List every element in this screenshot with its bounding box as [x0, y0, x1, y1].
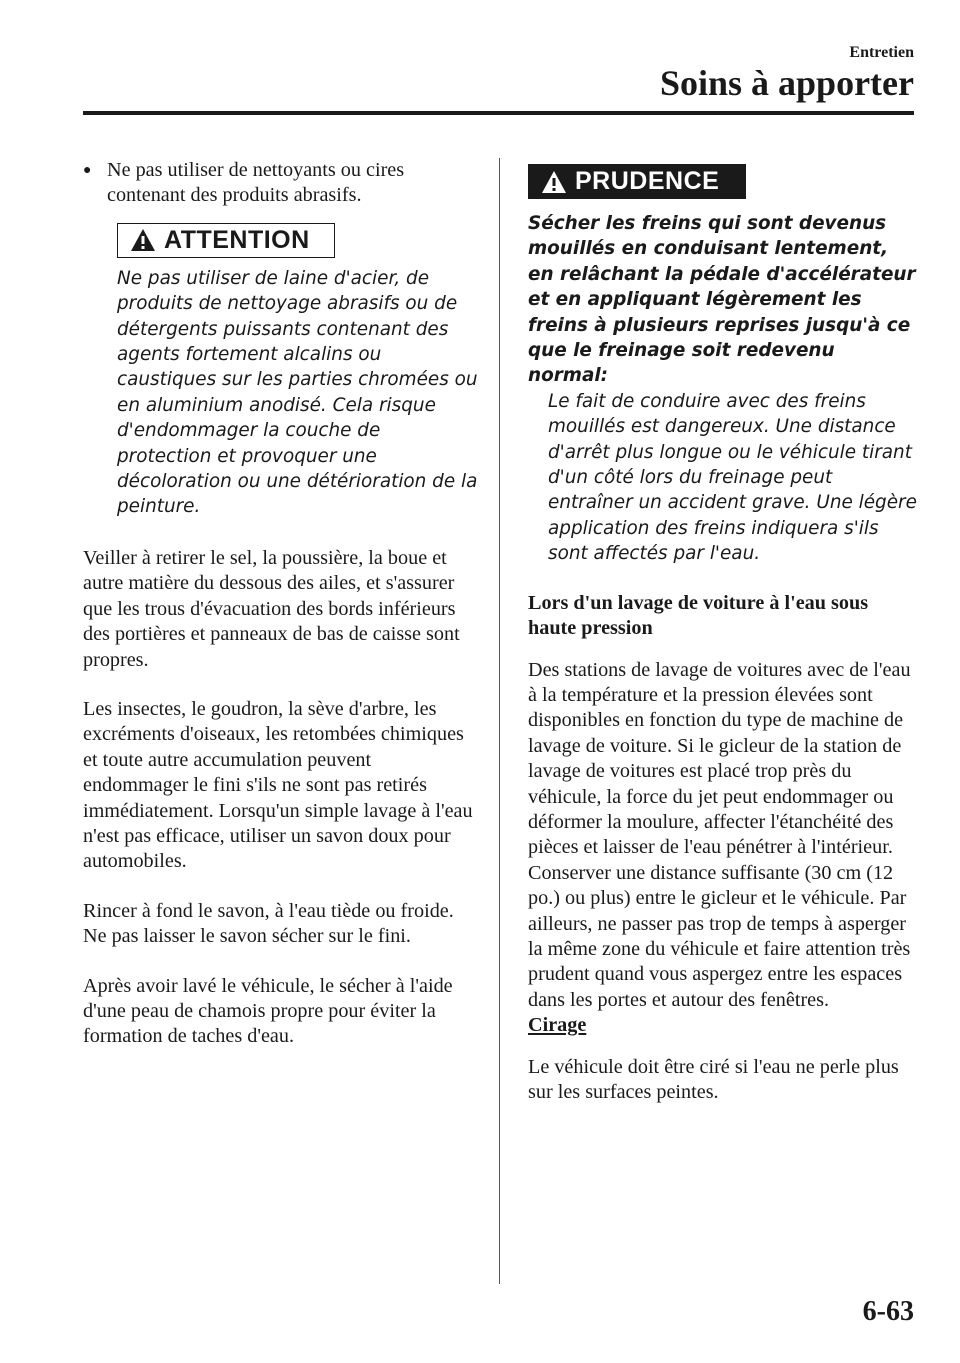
cirage-heading: Cirage: [528, 1014, 587, 1037]
header-section-label: Entretien: [849, 44, 914, 61]
warning-triangle-icon: [541, 170, 567, 194]
attention-label: ATTENTION: [164, 225, 310, 254]
paragraph-contaminants: Les insectes, le goudron, la sève d'arbre, les excréments d'oiseaux, les retombées chimiques et toute autre accumulation peuvent endommager le fini s'ils ne sont pas retirés immédiatement. Lorsqu'un simple lavage à l'eau n'est pas efficace, utiliser un savon doux pour automobiles.: [83, 697, 473, 873]
prudence-box: [528, 164, 746, 199]
bullet-dot-icon: ●: [83, 163, 92, 178]
attention-box: [117, 223, 335, 258]
warning-triangle-icon: [130, 228, 156, 252]
paragraph-cleaning-underbody: Veiller à retirer le sel, la poussière, la boue et autre matière du dessous des ailes, et s'assurer que les trous d'évacuation des bords inférieurs des portières et panneaux de bas de caisse sont propres.: [83, 546, 460, 671]
prudence-body: Le fait de conduire avec des freins mouillés est dangereux. Une distance d'arrêt plus longue ou le véhicule tirant d'un côté lors du freinage peut entraîner un accident grave. Une légère application des freins indiquera s'ils sont affectés par l'eau.: [548, 390, 917, 565]
paragraph-high-pressure: Des stations de lavage de voitures avec de l'eau à la température et la pression élevées sont disponibles en fonction du type de machine de lavage de voiture. Si le gicleur de la station de lavage de voitures est placé trop près du véhicule, la force du jet peut endommager ou déformer la moulure, affecter l'étanchéité des pièces et laisser de l'eau pénétrer à l'intérieur. Conserver une distance suffisante (30 cm (12 po.) ou plus) entre le gicleur et le véhicule. Par ailleurs, ne passer pas trop de temps à asperger la même zone du véhicule et faire attention très prudent quand vous aspergez entre les espaces dans les portes et autour des fenêtres.: [528, 658, 911, 1011]
right-column: [528, 158, 918, 1105]
left-column: [83, 158, 478, 1050]
bullet-item: [83, 158, 478, 209]
high-pressure-heading: Lors d'un lavage de voiture à l'eau sous haute pression: [528, 591, 869, 640]
paragraph-rinse: Rincer à fond le savon, à l'eau tiède ou froide. Ne pas laisser le savon sécher sur le fini.: [83, 899, 454, 948]
column-divider: [499, 158, 500, 1284]
paragraph-waxing: Le véhicule doit être ciré si l'eau ne perle plus sur les surfaces peintes.: [528, 1055, 899, 1103]
bullet-text: Ne pas utiliser de nettoyants ou cires contenant des produits abrasifs.: [107, 159, 405, 207]
page-title: Soins à apporter: [659, 63, 914, 103]
page-number: 6-63: [862, 1296, 914, 1327]
header-rule: [83, 111, 914, 115]
prudence-lead: Sécher les freins qui sont devenus mouillés en conduisant lentement, en relâchant la pédale d'accélérateur et en appliquant légèrement les freins à plusieurs reprises jusqu'à ce que le freinage soit redevenu normal:: [528, 213, 916, 387]
prudence-label: PRUDENCE: [575, 167, 720, 195]
paragraph-dry: Après avoir lavé le véhicule, le sécher à l'aide d'une peau de chamois propre pour éviter la formation de taches d'eau.: [83, 974, 453, 1048]
attention-text: Ne pas utiliser de laine d'acier, de produits de nettoyage abrasifs ou de détergents puissants contenant des agents fortement alcalins ou caustiques sur les parties chromées ou en aluminium anodisé. Cela risque d'endommager la couche de protection et provoquer une décoloration ou une détérioration de la peinture.: [117, 267, 478, 518]
